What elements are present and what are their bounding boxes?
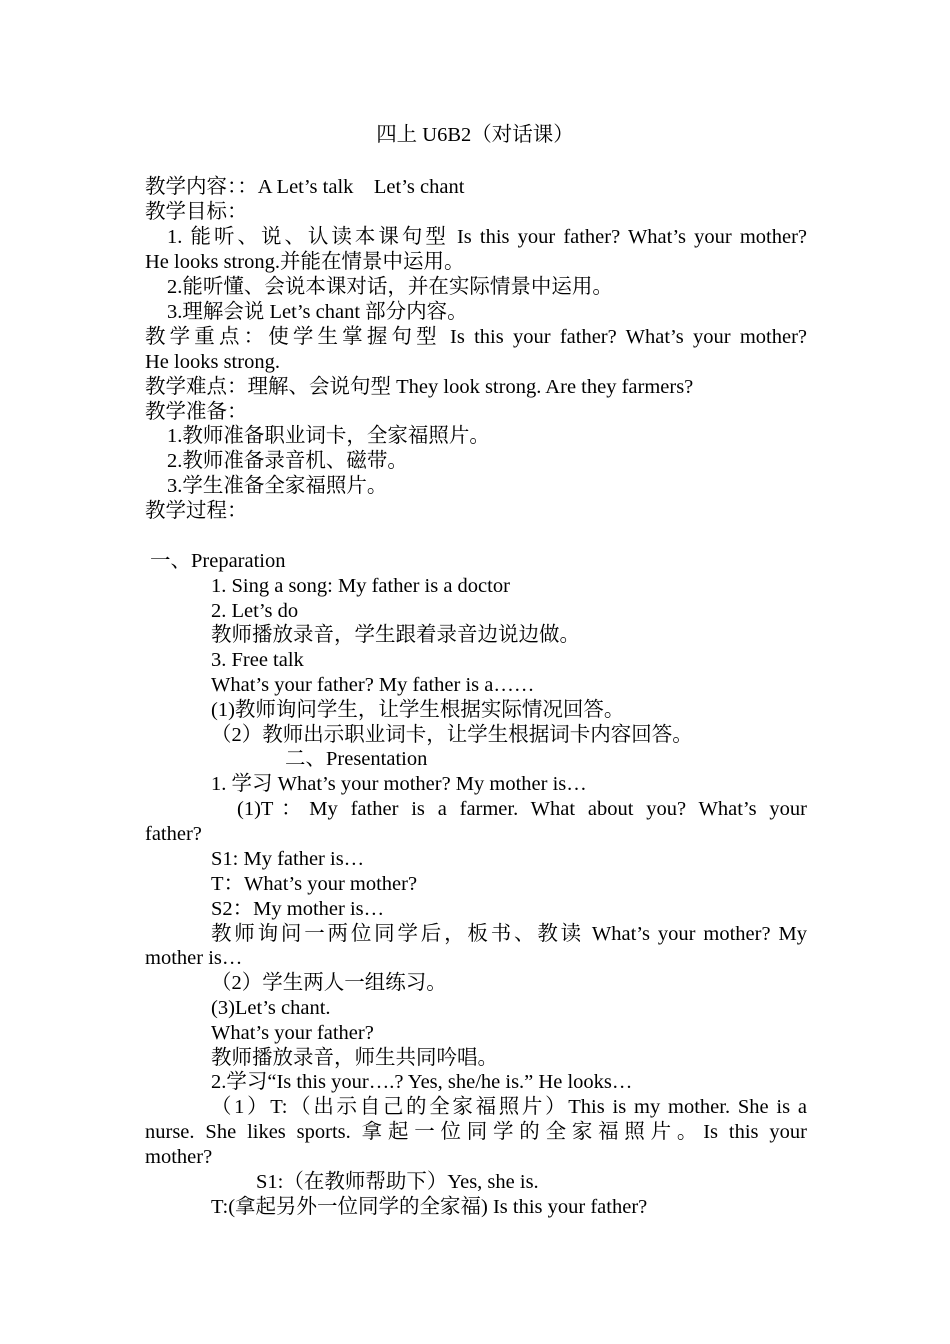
- goal-3: 3.理解会说 Let’s chant 部分内容。: [167, 301, 468, 323]
- pres-chant: (3)Let’s chant.: [211, 997, 331, 1019]
- goal-1-line-a: 1. 能听、说、认读本课句型 Is this your father? What’s your mother?: [167, 226, 807, 248]
- teaching-content: 教学内容：：A Let’s talk Let’s chant: [145, 176, 465, 198]
- pres-pair-practice: （2）学生两人一组练习。: [211, 972, 447, 994]
- pres-t2: T：What’s your mother?: [211, 873, 418, 895]
- page-title: 四上 U6B2（对话课）: [376, 124, 574, 146]
- section-preparation-heading: 一、Preparation: [150, 550, 286, 572]
- pres-t1-line-b: father?: [145, 823, 202, 845]
- pres-s3: S1:（在教师帮助下）Yes, she is.: [256, 1171, 539, 1193]
- pres-t3-line-b: nurse. She likes sports. 拿起一位同学的全家福照片。Is this your: [145, 1121, 807, 1143]
- key-point-line-b: He looks strong.: [145, 351, 280, 373]
- pres-board-line-a: 教师询问一两位同学后，板书、教读 What’s your mother? My: [211, 923, 807, 945]
- pres-learn-2: 2.学习“Is this your….? Yes, she/he is.” He looks…: [211, 1071, 633, 1093]
- pres-s2: S2：My mother is…: [211, 898, 385, 920]
- prep-item-2: 2.教师准备录音机、磁带。: [167, 450, 408, 472]
- prep-letsdo: 2. Let’s do: [211, 600, 299, 622]
- process-label: 教学过程：: [145, 500, 248, 522]
- goal-2: 2.能听懂、会说本课对话，并在实际情景中运用。: [167, 276, 613, 298]
- prep-letsdo-note: 教师播放录音，学生跟着录音边说边做。: [211, 624, 580, 646]
- prep-step-2: （2）教师出示职业词卡，让学生根据词卡内容回答。: [211, 724, 693, 746]
- prep-song: 1. Sing a song: My father is a doctor: [211, 575, 510, 597]
- goals-label: 教学目标：: [145, 201, 248, 223]
- pres-chant-note: 教师播放录音，师生共同吟唱。: [211, 1047, 498, 1069]
- pres-t3-line-a: （1）T:（出示自己的全家福照片）This is my mother. She is a: [211, 1096, 807, 1118]
- prep-label: 教学准备：: [145, 401, 248, 423]
- goal-1-line-b: He looks strong.并能在情景中运用。: [145, 251, 465, 273]
- key-point-line-a: 教学重点：使学生掌握句型 Is this your father? What’s your mother?: [145, 326, 807, 348]
- prep-item-1: 1.教师准备职业词卡，全家福照片。: [167, 425, 490, 447]
- pres-t4: T:(拿起另外一位同学的全家福) Is this your father?: [211, 1196, 648, 1218]
- prep-step-1: (1)教师询问学生，让学生根据实际情况回答。: [211, 699, 625, 721]
- difficult-point: 教学难点：理解、会说句型 They look strong. Are they farmers?: [145, 376, 694, 398]
- prep-item-3: 3.学生准备全家福照片。: [167, 475, 388, 497]
- pres-s1: S1: My father is…: [211, 848, 365, 870]
- prep-freetalk: 3. Free talk: [211, 649, 304, 671]
- prep-freetalk-question: What’s your father? My father is a……: [211, 674, 535, 696]
- pres-t3-line-c: mother?: [145, 1146, 213, 1168]
- pres-learn-1: 1. 学习 What’s your mother? My mother is…: [211, 773, 587, 795]
- section-presentation-heading: 二、Presentation: [285, 748, 428, 770]
- pres-board-line-b: mother is…: [145, 947, 243, 969]
- pres-chant-question: What’s your father?: [211, 1022, 374, 1044]
- pres-t1-line-a: (1)T：My father is a farmer. What about you? What’s your: [237, 798, 807, 820]
